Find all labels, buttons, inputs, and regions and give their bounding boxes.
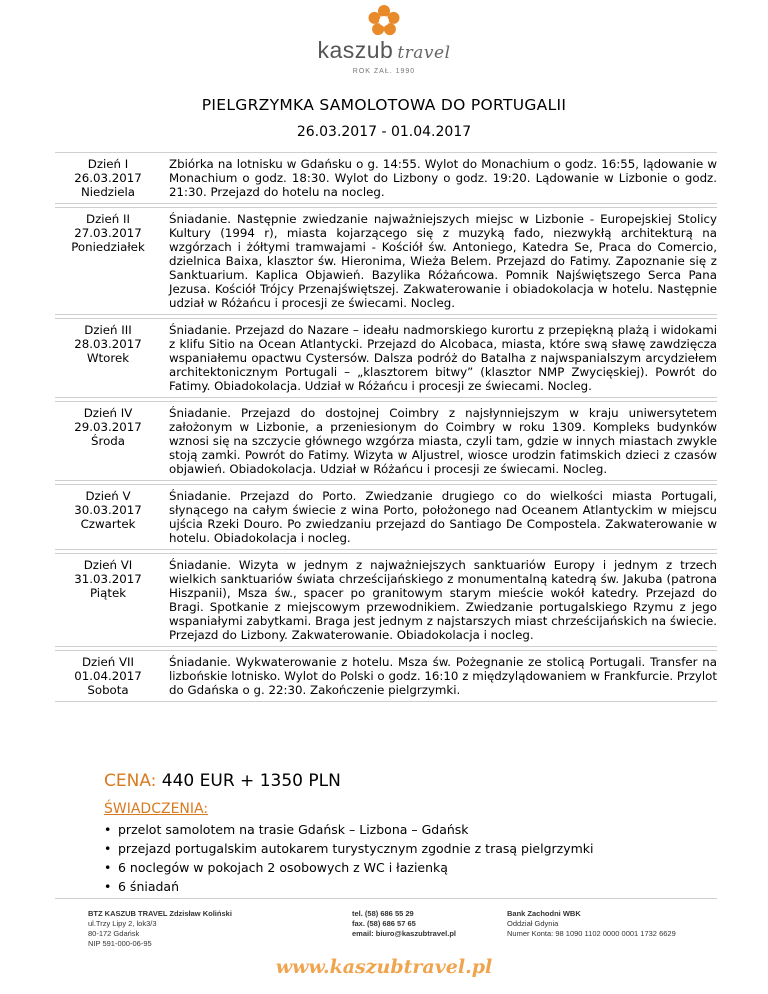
day-date: 29.03.2017 bbox=[74, 420, 142, 434]
bank-name: Bank Zachodni WBK bbox=[507, 909, 581, 918]
contact-fax: fax. (58) 686 57 65 bbox=[352, 919, 416, 928]
day-cell bbox=[55, 651, 161, 702]
day-weekday: Czwartek bbox=[80, 517, 136, 531]
day-description: Śniadanie. Przejazd do dostojnej Coimbry z najsłynniejszym w kraju uniwersytetem założonym w Lizbonie, a przeniesionym do Coimbry w roku 1309. Kompleks budynków wznosi się na szczycie głównego wzgórza miasta, czyli tam, gdzie w innych miastach zwykle stoją zamki. Powrót do Fatimy. Wizyta w Aljustrel, wiosce urodzin fatimskich dzieci z czasów objawień. Obiadokolacja. Udział w Różańcu i procesji ze świecami. Nocleg. bbox=[161, 402, 717, 481]
trip-dates: 26.03.2017 - 01.04.2017 bbox=[296, 124, 472, 140]
logo-since: ROK ZAŁ. 1990 bbox=[352, 68, 416, 75]
service-item: • przejazd portugalskim autokarem turystycznym zgodnie z trasą pielgrzymki bbox=[104, 839, 594, 858]
day-number: Dzień II bbox=[86, 212, 130, 226]
itinerary-row bbox=[55, 554, 717, 647]
day-cell bbox=[55, 319, 161, 398]
bank-branch: Oddział Gdynia bbox=[507, 919, 559, 928]
day-number: Dzień III bbox=[84, 323, 132, 337]
day-description: Śniadanie. Przejazd do Nazare – ideału nadmorskiego kurortu z przepiękną plażą i widokami z klifu Sitio na Ocean Atlantycki. Przejazd do Alcobaca, miasta, które swą sławę zawdzięcza wspaniałemu opactwu Cystersów. Dalsza podróż do Batalha z najwspanialszym arcydziełem architektonicznym Portugali – „klasztorem bitwy” (klasztor NMP Zwycięskiej). Powrót do Fatimy. Obiadokolacja. Udział w Różańcu i procesji ze świecami. Nocleg. bbox=[161, 319, 717, 398]
day-description: Śniadanie. Wizyta w jednym z najważniejszych sanktuariów Europy i jednym z trzech wielkich sanktuariów świata chrześcijańskiego z monumentalną katedrą św. Jakuba (patrona Hiszpanii), Msza św., spacer po granitowym starym mieście wokół katedry. Przejazd do Bragi. Spotkanie z miejscowym przewodnikiem. Zwiedzanie portugalskiego Rzymu z jego wspaniałymi zabytkami. Braga jest jednym z najstarszych miast chrześcijańskich na świecie. Przejazd do Lizbony. Zakwaterowanie. Obiadokolacja i nocleg. bbox=[161, 554, 717, 647]
itinerary-row bbox=[55, 153, 717, 204]
footer-divider bbox=[55, 898, 717, 899]
contact-tel: tel. (58) 686 55 29 bbox=[352, 909, 414, 918]
itinerary-row bbox=[55, 485, 717, 550]
day-date: 31.03.2017 bbox=[74, 572, 142, 586]
contact-email[interactable]: email: biuro@kaszubtravel.pl bbox=[352, 929, 457, 938]
logo-subname: travel bbox=[397, 43, 451, 63]
services-heading: ŚWIADCZENIA: bbox=[104, 801, 209, 817]
service-item: • przelot samolotem na trasie Gdańsk – Lizbona – Gdańsk bbox=[104, 820, 594, 839]
day-weekday: Wtorek bbox=[86, 351, 130, 365]
day-date: 26.03.2017 bbox=[74, 171, 142, 185]
day-number: Dzień I bbox=[87, 157, 129, 171]
day-number: Dzień VI bbox=[83, 558, 133, 572]
day-number: Dzień V bbox=[85, 489, 131, 503]
day-weekday: Niedziela bbox=[80, 185, 136, 199]
day-cell bbox=[55, 153, 161, 204]
service-item: • 6 noclegów w pokojach 2 osobowych z WC i łazienką bbox=[104, 858, 594, 877]
day-cell bbox=[55, 485, 161, 550]
flower-logo-icon bbox=[367, 4, 401, 38]
bank-account: Numer Konta: 98 1090 1102 0000 0001 1732 6629 bbox=[507, 929, 676, 938]
logo-name: kaszub bbox=[317, 37, 394, 63]
day-weekday: Sobota bbox=[87, 683, 129, 697]
itinerary-row bbox=[55, 319, 717, 398]
day-description: Zbiórka na lotnisku w Gdańsku o g. 14:55. Wylot do Monachium o godz. 16:55, lądowanie w Monachium o godz. 18:30. Wylot do Lizbony o godz. 19:20. Lądowanie w Lizbonie o godz. 21:30. Przejazd do hotelu na nocleg. bbox=[161, 153, 717, 204]
day-number: Dzień VII bbox=[81, 655, 135, 669]
footer-company bbox=[88, 909, 232, 949]
price-value: 440 EUR + 1350 PLN bbox=[161, 771, 341, 791]
document-title: PIELGRZYMKA SAMOLOTOWA DO PORTUGALII bbox=[201, 96, 567, 114]
footer-bank bbox=[507, 909, 676, 939]
day-date: 30.03.2017 bbox=[74, 503, 142, 517]
day-number: Dzień IV bbox=[83, 406, 133, 420]
day-weekday: Piątek bbox=[89, 586, 127, 600]
company-logo bbox=[0, 4, 768, 75]
services-list bbox=[104, 820, 594, 896]
company-city: 80-172 Gdańsk bbox=[88, 929, 140, 938]
company-name: BTZ KASZUB TRAVEL Zdzisław Koliński bbox=[88, 909, 232, 918]
day-date: 27.03.2017 bbox=[74, 226, 142, 240]
day-cell bbox=[55, 554, 161, 647]
itinerary-table bbox=[55, 152, 717, 702]
service-item: • 6 śniadań bbox=[104, 877, 594, 896]
logo-wordmark bbox=[0, 37, 768, 64]
price-label: CENA: bbox=[104, 771, 157, 791]
company-street: ul.Trzy Lipy 2, lok3/3 bbox=[88, 919, 157, 928]
day-description: Śniadanie. Wykwaterowanie z hotelu. Msza św. Pożegnanie ze stolicą Portugali. Transfer na lizbońskie lotnisko. Wylot do Polski o godz. 16:10 z międzylądowaniem w Frankfurcie. Przylot do Gdańska o g. 22:30. Zakończenie pielgrzymki. bbox=[161, 651, 717, 702]
day-cell bbox=[55, 208, 161, 315]
itinerary-row bbox=[55, 402, 717, 481]
itinerary-row bbox=[55, 208, 717, 315]
day-date: 28.03.2017 bbox=[74, 337, 142, 351]
website-link[interactable]: www.kaszubtravel.pl bbox=[275, 956, 493, 978]
price bbox=[104, 771, 341, 791]
itinerary-row bbox=[55, 651, 717, 702]
day-weekday: Poniedziałek bbox=[71, 240, 145, 254]
company-nip: NIP 591-000-06-95 bbox=[88, 939, 152, 948]
day-description: Śniadanie. Przejazd do Porto. Zwiedzanie drugiego co do wielkości miasta Portugali, słynącego na całym świecie z wina Porto, położonego nad Oceanem Atlantyckim w miejscu ujścia Rzeki Douro. Po zwiedzaniu przejazd do Santiago De Compostela. Zakwaterowanie w hotelu. Obiadokolacja i nocleg. bbox=[161, 485, 717, 550]
day-description: Śniadanie. Następnie zwiedzanie najważniejszych miejsc w Lizbonie - Europejskiej Stolicy Kultury (1994 r), miasta kojarzącego się z muzyką fado, niezwykłą architekturą na wzgórzach i żółtymi tramwajami - Kościół św. Antoniego, Katedra Se, Praca do Comercio, dzielnica Baixa, klasztor św. Hieronima, Wieża Belem. Przejazd do Fatimy. Zapoznanie się z Sanktuarium. Kaplica Objawień. Bazylika Różańcowa. Pomnik Najświętszego Serca Pana Jezusa. Kościół Trójcy Przenajświętszej. Zakwaterowanie i obiadokolacja w hotelu. Następnie udział w Różańcu i procesji ze świecami. Nocleg. bbox=[161, 208, 717, 315]
day-date: 01.04.2017 bbox=[74, 669, 142, 683]
footer-contact bbox=[352, 909, 456, 939]
day-weekday: Środa bbox=[90, 434, 125, 448]
day-cell bbox=[55, 402, 161, 481]
